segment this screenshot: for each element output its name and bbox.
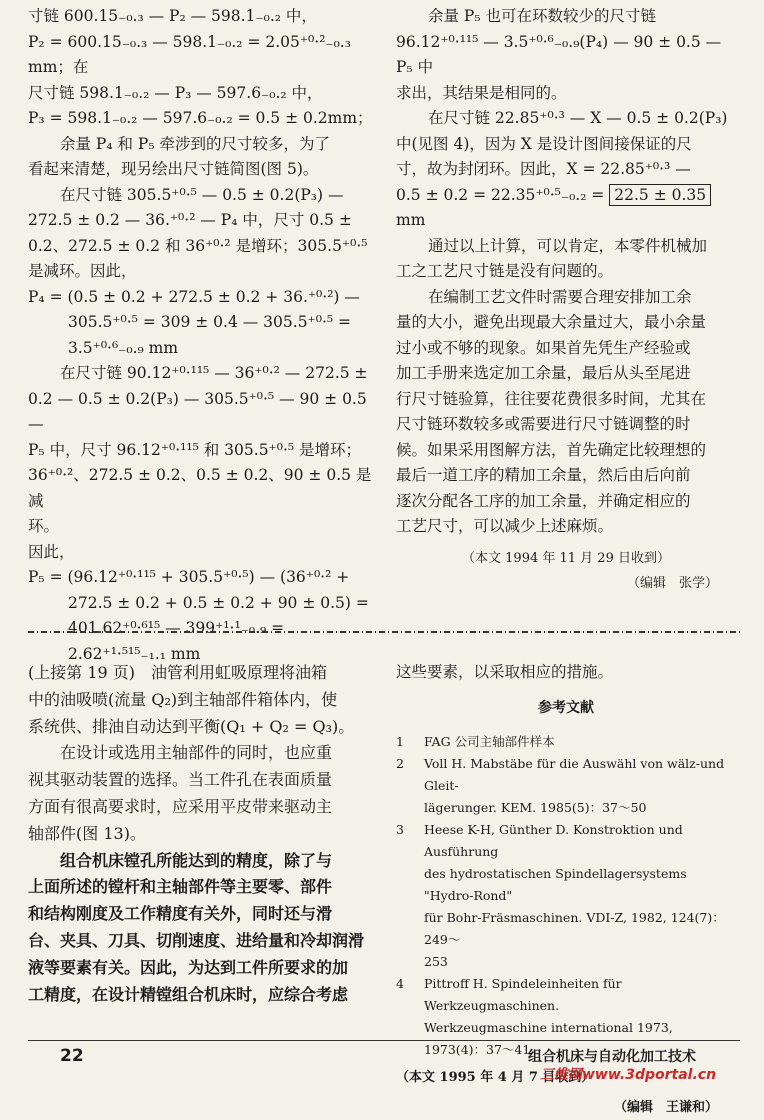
text-line: 中的油吸喷(流量 Q₂)到主轴部件箱体内，使 bbox=[28, 687, 380, 714]
text-line: 求出，其结果是相同的。 bbox=[396, 81, 736, 107]
result-line bbox=[396, 183, 736, 234]
text-line: 逐次分配各工序的加工余量，并确定相应的 bbox=[396, 489, 736, 515]
unit: mm bbox=[396, 211, 425, 229]
text-line: 余量 P₄ 和 P₅ 牵涉到的尺寸较多，为了 bbox=[28, 132, 380, 158]
page-number: 22 bbox=[60, 1046, 84, 1066]
reference-number: 3 bbox=[396, 819, 424, 863]
reference-text: Voll H. Mabstäbe für die Auswähl von wälz-und Gleit- bbox=[424, 753, 736, 797]
text-line: 系统供、排油自动达到平衡(Q₁ + Q₂ = Q₃)。 bbox=[28, 714, 380, 741]
reference-text: Pittroff H. Spindeleinheiten für Werkzeugmaschinen. bbox=[424, 973, 736, 1017]
top-right-column bbox=[396, 4, 736, 597]
text-line: (上接第 19 页) 油管利用虹吸原理将油箱 bbox=[28, 660, 380, 687]
text-line: P₂ = 600.15₋₀.₃ — 598.1₋₀.₂ = 2.05⁺⁰·²₋₀.₃ mm；在 bbox=[28, 30, 380, 81]
receipt-date: （本文 1994 年 11 月 29 日收到） bbox=[396, 546, 736, 572]
equation-line: P₅ = (96.12⁺⁰·¹¹⁵ + 305.5⁺⁰·⁵) — (36⁺⁰·² + bbox=[28, 565, 380, 591]
text-line: 36⁺⁰·²、272.5 ± 0.2、0.5 ± 0.2、90 ± 0.5 是减 bbox=[28, 463, 380, 514]
text-line: 这些要素，以采取相应的措施。 bbox=[396, 660, 736, 686]
text-line: 0.2、272.5 ± 0.2 和 36⁺⁰·² 是增环；305.5⁺⁰·⁵ bbox=[28, 234, 380, 260]
text-line: 寸，故为封闭环。因此，X = 22.85⁺⁰·³ — bbox=[396, 157, 736, 183]
text-line: 方面有很高要求时，应采用平皮带来驱动主 bbox=[28, 794, 380, 821]
editor-credit: （编辑 张学） bbox=[396, 571, 736, 597]
reference-text: 253 bbox=[396, 951, 736, 973]
text-line: 台、夹具、刀具、切削速度、进给量和冷却润滑 bbox=[28, 928, 380, 955]
equation-line: 272.5 ± 0.2 + 0.5 ± 0.2 + 90 ± 0.5) = bbox=[28, 591, 380, 617]
reference-number: 1 bbox=[396, 731, 424, 753]
text-line: 轴部件(图 13)。 bbox=[28, 821, 380, 848]
text-line: 中(见图 4)，因为 X 是设计图间接保证的尺 bbox=[396, 132, 736, 158]
text-line: 在设计或选用主轴部件的同时，也应重 bbox=[28, 740, 380, 767]
reference-text: FAG 公司主轴部件样本 bbox=[424, 731, 555, 753]
reference-text: Werkzeugmaschine international 1973, 1973(4)：37～41 bbox=[396, 1017, 736, 1061]
text-line: 工艺尺寸，可以减少上述麻烦。 bbox=[396, 514, 736, 540]
text-line: 因此， bbox=[28, 540, 380, 566]
equation-line: 401.62⁺⁰·⁶¹⁵ — 399⁺¹·¹₋₀.₉ = 2.62⁺¹·⁵¹⁵₋₁.₁ mm bbox=[28, 616, 380, 667]
reference-number: 4 bbox=[396, 973, 424, 1017]
equation-line: 3.5⁺⁰·⁶₋₀.₉ mm bbox=[28, 336, 380, 362]
reference-item bbox=[396, 731, 736, 753]
reference-number: 2 bbox=[396, 753, 424, 797]
watermark-logo: 三维网www.3dportal.cn bbox=[540, 1064, 716, 1084]
text-line: 最后一道工序的精加工余量，然后由后向前 bbox=[396, 463, 736, 489]
text-line: 工精度，在设计精镗组合机床时，应综合考虑 bbox=[28, 982, 380, 1009]
top-left-column bbox=[28, 4, 380, 667]
reference-text: lägerunger. KEM. 1985(5)：37～50 bbox=[396, 797, 736, 819]
text-line: P₃ = 598.1₋₀.₂ — 597.6₋₀.₂ = 0.5 ± 0.2mm； bbox=[28, 106, 380, 132]
text-line: P₅ 中，尺寸 96.12⁺⁰·¹¹⁵ 和 305.5⁺⁰·⁵ 是增环； bbox=[28, 438, 380, 464]
text-line: 余量 P₅ 也可在环数较少的尺寸链 bbox=[396, 4, 736, 30]
boxed-result: 22.5 ± 0.35 bbox=[609, 184, 711, 206]
footer-rule bbox=[28, 1040, 740, 1041]
journal-title: 组合机床与自动化加工技术 bbox=[528, 1046, 696, 1066]
text-line: 和结构刚度及工作精度有关外，同时还与滑 bbox=[28, 901, 380, 928]
text-line: 视其驱动装置的选择。当工件孔在表面质量 bbox=[28, 767, 380, 794]
text-line: 0.2 — 0.5 ± 0.2(P₃) — 305.5⁺⁰·⁵ — 90 ± 0.5 — bbox=[28, 387, 380, 438]
text-line: 在编制工艺文件时需要合理安排加工余 bbox=[396, 285, 736, 311]
text-line: 过小或不够的现象。如果首先凭生产经验或 bbox=[396, 336, 736, 362]
text-line: 0.5 ± 0.2 = 22.35⁺⁰·⁵₋₀.₂ = bbox=[396, 186, 604, 204]
text-line: 工之工艺尺寸链是没有问题的。 bbox=[396, 259, 736, 285]
text-line: 尺寸链环数较多或需要进行尺寸链调整的时 bbox=[396, 412, 736, 438]
text-line: 在尺寸链 305.5⁺⁰·⁵ — 0.5 ± 0.2(P₃) — bbox=[28, 183, 380, 209]
references-heading: 参考文献 bbox=[396, 696, 736, 722]
text-line: 量的大小，避免出现最大余量过大，最小余量 bbox=[396, 310, 736, 336]
text-line: 液等要素有关。因此，为达到工件所要求的加 bbox=[28, 955, 380, 982]
text-line: 96.12⁺⁰·¹¹⁵ — 3.5⁺⁰·⁶₋₀.₉(P₄) — 90 ± 0.5 — P₅ 中 bbox=[396, 30, 736, 81]
editor-credit: （编辑 王谦和） bbox=[396, 1095, 736, 1120]
text-line: 在尺寸链 90.12⁺⁰·¹¹⁵ — 36⁺⁰·² — 272.5 ± bbox=[28, 361, 380, 387]
receipt-date: （本文 1995 年 4 月 7 日收到） bbox=[396, 1065, 736, 1091]
text-line: 尺寸链 598.1₋₀.₂ — P₃ — 597.6₋₀.₂ 中， bbox=[28, 81, 380, 107]
text-line: 寸链 600.15₋₀.₃ — P₂ — 598.1₋₀.₂ 中， bbox=[28, 4, 380, 30]
text-line: 看起来清楚，现另绘出尺寸链简图(图 5)。 bbox=[28, 157, 380, 183]
text-line: 环。 bbox=[28, 514, 380, 540]
text-line: 候。如果采用图解方法，首先确定比较理想的 bbox=[396, 438, 736, 464]
text-line: 上面所述的镗杆和主轴部件等主要零、部件 bbox=[28, 874, 380, 901]
reference-item bbox=[396, 753, 736, 797]
text-line: 272.5 ± 0.2 — 36.⁺⁰·² — P₄ 中，尺寸 0.5 ± bbox=[28, 208, 380, 234]
text-line: 通过以上计算，可以肯定，本零件机械加 bbox=[396, 234, 736, 260]
reference-item bbox=[396, 819, 736, 863]
text-line: 加工手册来选定加工余量，最后从头至尾进 bbox=[396, 361, 736, 387]
reference-item bbox=[396, 973, 736, 1017]
reference-text: Heese K-H, Günther D. Konstroktion und Ausführung bbox=[424, 819, 736, 863]
text-line: 是减环。因此， bbox=[28, 259, 380, 285]
reference-text: des hydrostatischen Spindellagersystems "Hydro-Rond" bbox=[396, 863, 736, 907]
text-line: 在尺寸链 22.85⁺⁰·³ — X — 0.5 ± 0.2(P₃) bbox=[396, 106, 736, 132]
text-line: 组合机床镗孔所能达到的精度，除了与 bbox=[28, 848, 380, 875]
text-line: 行尺寸链验算，往往要花费很多时间，尤其在 bbox=[396, 387, 736, 413]
equation-line: P₄ = (0.5 ± 0.2 + 272.5 ± 0.2 + 36.⁺⁰·²) — bbox=[28, 285, 380, 311]
equation-line: 305.5⁺⁰·⁵ = 309 ± 0.4 — 305.5⁺⁰·⁵ = bbox=[28, 310, 380, 336]
bottom-left-column bbox=[28, 660, 380, 1008]
section-divider bbox=[28, 628, 740, 636]
reference-text: für Bohr-Fräsmaschinen. VDI-Z, 1982, 124(7)：249～ bbox=[396, 907, 736, 951]
